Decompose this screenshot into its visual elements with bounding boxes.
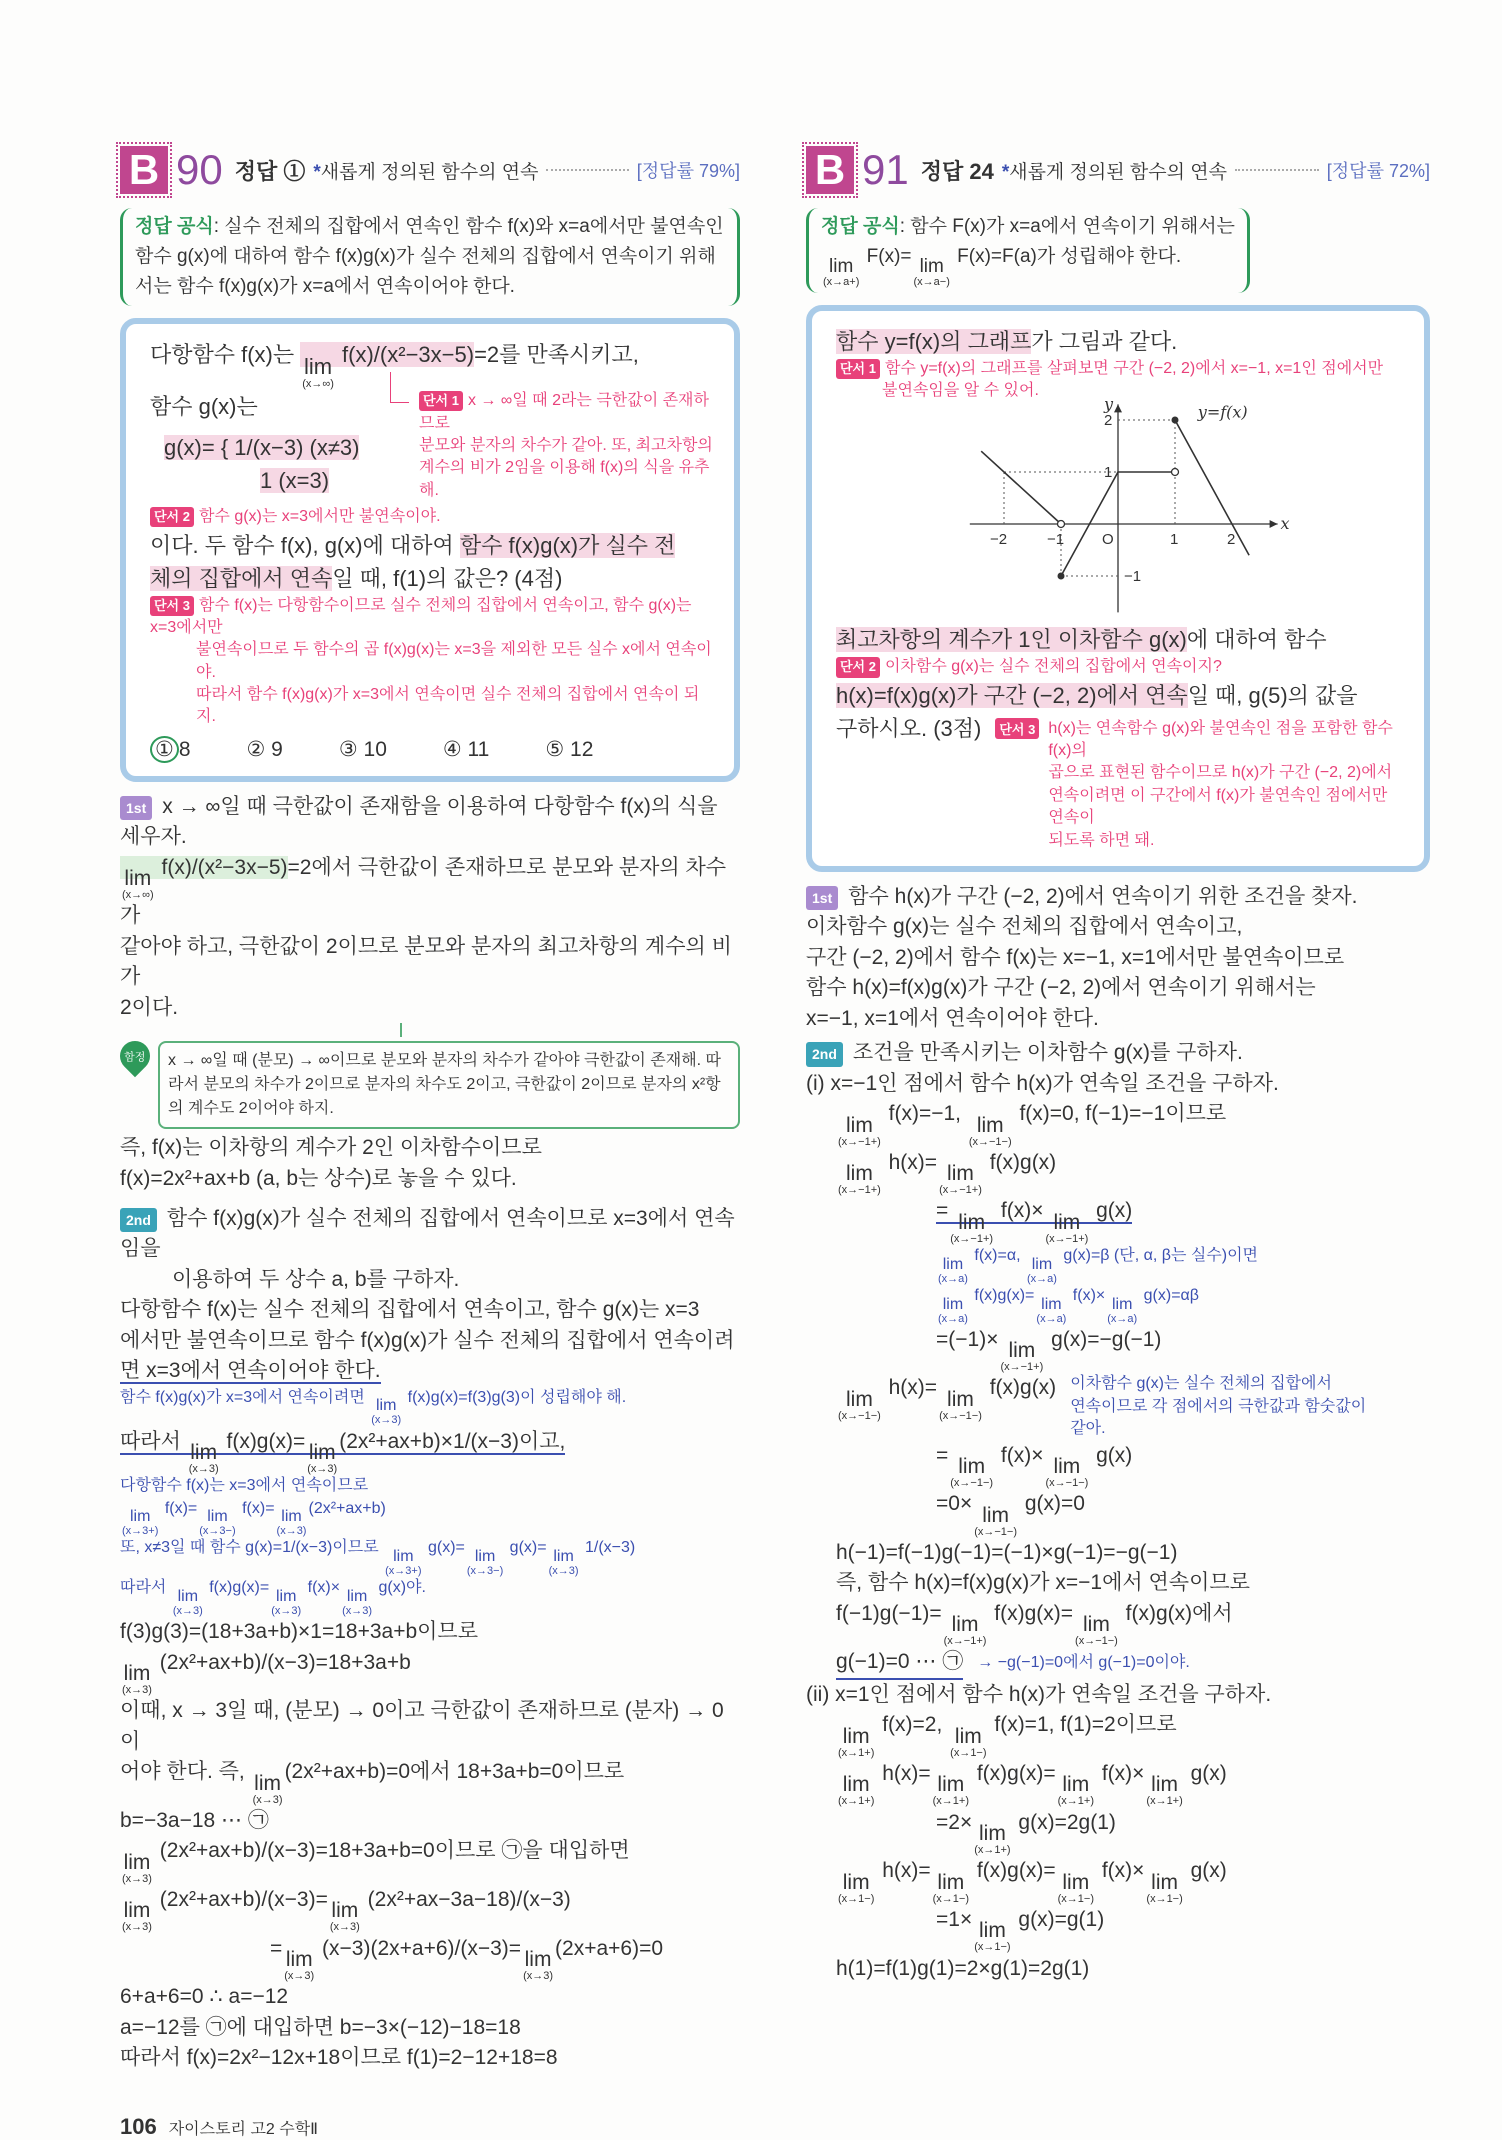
side-note: 또, x≠3일 때 함수 g(x)=1/(x−3)이므로 lim (x→3+) g(x)= lim (x→3−) g(x)= lim (x→3) 1/(x−3) — [120, 1539, 636, 1578]
choice-4[interactable]: ④ 11 — [442, 737, 490, 761]
piecewise-g — [150, 431, 380, 497]
limit-operator: lim (x→1−) — [974, 1919, 1011, 1954]
hint-tag: 단서 2 — [836, 657, 880, 677]
hint-3 — [1048, 718, 1404, 852]
step-1-badge: 1st — [120, 796, 152, 820]
limit-operator: lim (x→∞) — [122, 867, 154, 902]
problem-91-header — [806, 146, 1430, 194]
solution-line: =(−1)× lim (x→−1+) g(x)=−g(−1) — [936, 1327, 1162, 1374]
hint-1: 불연속임을 알 수 있어. — [882, 381, 1039, 399]
page-footer — [120, 2114, 740, 2140]
hint-connector — [390, 372, 409, 403]
problem-highlight: 함수 f(x)g(x)가 실수 전 — [459, 532, 676, 558]
solution-line: = lim (x→−1−) f(x)× lim (x→−1−) g(x) — [936, 1443, 1133, 1490]
solution-line: lim (x→−1+) h(x)= lim (x→−1+) f(x)g(x) — [838, 1150, 1057, 1197]
limit-operator: lim (x→3+) — [385, 1548, 422, 1578]
hint-1: 계수의 비가 2임을 이용해 f(x)의 식을 유추해. — [419, 459, 710, 499]
solution-row — [806, 1196, 1430, 1245]
limit-operator: lim (x→−1−) — [1045, 1455, 1089, 1490]
solution-line: h(1)=f(1)g(1)=2×g(1)=2g(1) — [836, 1956, 1090, 1980]
hint-3-row — [150, 595, 714, 640]
limit-operator: lim (x→3) — [172, 1588, 203, 1618]
limit-operator: lim (x→∞) — [302, 354, 334, 391]
limit-operator: lim (x→1+) — [838, 1773, 875, 1808]
formula-text: : 실수 전체의 집합에서 연속인 함수 f(x)와 x=a에서만 불연속인 함수 g(x)에 대하여 함수 f(x)g(x)가 실수 전체의 집합에서 연속이기 위해서는 함수 f(x)g(x)가 x=a에서 연속이어야 한다. — [135, 216, 724, 297]
limit-operator: lim (x→−1+) — [950, 1210, 994, 1245]
x-tick-label: 1 — [1170, 531, 1179, 549]
solution-line: =0× lim (x→−1−) g(x)=0 — [936, 1492, 1085, 1538]
solution-line: 구간 (−2, 2)에서 함수 f(x)는 x=−1, x=1에서만 불연속이므로 — [806, 945, 1345, 969]
limit-operator: lim (x→3) — [371, 1397, 402, 1427]
limit-operator: lim (x→3) — [271, 1588, 302, 1618]
solution-line: = lim (x→3) (x−3)(2x+a+6)/(x−3)= lim (x→3) (2x+a+6)=0 — [270, 1936, 664, 1983]
side-note: lim (x→a) f(x)g(x)= lim (x→a) f(x)× lim (x→a) g(x)=αβ — [938, 1286, 1199, 1325]
problem-text: 일 때, g(5)의 값을 — [1187, 682, 1358, 708]
limit-operator: lim (x→1−) — [950, 1724, 987, 1759]
star-icon: * — [313, 161, 321, 183]
limit-operator: lim (x→1+) — [1057, 1773, 1094, 1808]
step-2-title: 조건을 만족시키는 이차함수 g(x)를 구하자. — [852, 1041, 1243, 1065]
hint-tag: 단서 1 — [836, 359, 880, 379]
solution-line: b=−3a−18 ⋯ ㉠ — [120, 1808, 269, 1832]
limit-operator: lim (x→a) — [1107, 1295, 1138, 1325]
step-1-title-row — [120, 792, 740, 853]
trap-text: x → ∞일 때 (분모) → ∞이므로 분모와 분자의 차수가 같아야 극한값이 존재해. 따라서 분모의 차수가 2이므로 분자의 차수도 2이고, 극한값이 2이므로 분자의 x²항의 계수도 2이어야 하지. — [168, 1052, 722, 1118]
solution-line: 6+a+6=0 ∴ a=−12 — [120, 1985, 289, 2009]
limit-operator: lim (x→1−) — [1146, 1870, 1183, 1905]
left-column — [120, 146, 740, 2140]
topic — [1002, 157, 1227, 184]
step-2-badge: 2nd — [806, 1042, 843, 1066]
hint-3-block — [995, 712, 1404, 852]
g-definition-row — [150, 390, 714, 502]
problem-line-1 — [836, 325, 1404, 358]
page-number: 106 — [120, 2113, 157, 2139]
solution-row — [120, 853, 740, 932]
side-note-block — [1070, 1373, 1366, 1440]
hint-tag: 단서 2 — [150, 507, 194, 527]
graph-segment-1 — [981, 452, 1061, 525]
limit-operator: lim (x→−1−) — [939, 1388, 982, 1422]
choice-5[interactable]: ⑤ 12 — [545, 737, 594, 761]
correct-rate: [정답률 72%] — [1326, 161, 1430, 181]
limit-operator: lim (x→−1−) — [968, 1113, 1012, 1148]
solution-line: 이차함수 g(x)는 실수 전체의 집합에서 연속이고, — [806, 915, 1243, 939]
hint-3: 불연속이므로 두 함수의 곱 f(x)g(x)는 x=3을 제외한 모든 실수 x에서 연속이야. — [196, 641, 712, 681]
limit-operator: lim (x→1−) — [1057, 1870, 1094, 1905]
limit-operator: lim (x→3) — [342, 1588, 373, 1618]
solution-row — [120, 1356, 740, 1386]
step-2-title: 함수 f(x)g(x)가 실수 전체의 집합에서 연속이므로 x=3에서 연속임을 — [120, 1207, 735, 1261]
level-badge: B — [806, 146, 854, 194]
problem-text: 구하시오. (3점) — [836, 715, 982, 741]
limit-operator: lim (x→a) — [1026, 1255, 1057, 1285]
piecewise-g-case-2: 1 (x=3) — [260, 468, 330, 494]
trap-icon — [114, 1035, 156, 1077]
limit-operator: lim (x→1−) — [932, 1870, 970, 1905]
problem-line-2 — [836, 623, 1404, 656]
limit-operator: lim (x→−1−) — [1075, 1613, 1118, 1648]
x-tick-label: 2 — [1227, 531, 1236, 549]
choice-1-selected[interactable]: ① — [150, 736, 179, 763]
answer-formula-box — [120, 208, 740, 306]
answer-formula-box — [806, 208, 1250, 293]
x-tick-label: −2 — [990, 531, 1008, 549]
solution-line: a=−12를 ㉠에 대입하면 b=−3×(−12)−18=18 — [120, 2015, 521, 2039]
graph-segment-3 — [1175, 420, 1249, 555]
limit-operator: lim (x→1−) — [838, 1870, 875, 1905]
problem-line-1 — [150, 338, 714, 390]
solution-line: 다항함수 f(x)는 실수 전체의 집합에서 연속이고, 함수 g(x)는 x=3 — [120, 1298, 700, 1322]
choice-1[interactable] — [150, 737, 191, 762]
limit-expression: lim (x→∞) f(x)/(x²−3x−5) — [302, 342, 475, 391]
x-axis-label: x — [1280, 514, 1290, 534]
problem-number: 90 — [176, 146, 223, 193]
trap-note-box — [158, 1041, 740, 1129]
limit-operator: lim (x→a) — [938, 1255, 968, 1285]
solution-line: 즉, 함수 h(x)=f(x)g(x)가 x=−1에서 연속이므로 — [836, 1571, 1250, 1595]
limit-operator: lim (x→3) — [329, 1899, 360, 1934]
choice-1-value[interactable]: 8 — [178, 737, 191, 761]
limit-operator: lim (x→−1−) — [974, 1503, 1018, 1538]
solution-line: 어야 한다. 즉, lim (x→3) (2x²+ax+b)=0에서 18+3a+b=0이므로 — [120, 1760, 625, 1806]
y-tick-label: 2 — [1104, 412, 1113, 430]
problem-line-3 — [836, 679, 1404, 712]
y-axis-arrow-icon — [1114, 405, 1122, 413]
limit-operator: lim (x→a) — [938, 1295, 968, 1325]
solution-line: lim (x→−1+) f(x)=−1, lim (x→−1−) f(x)=0, f(−1)=−1이므로 — [838, 1102, 1227, 1148]
hint-3: 함수 f(x)는 다항함수이므로 실수 전체의 집합에서 연속이고, 함수 g(x)는 x=3에서만 — [150, 596, 692, 636]
side-note: lim (x→a) f(x)=α, lim (x→a) g(x)=β (단, α, β는 실수)이면 — [938, 1247, 1259, 1285]
solution-line: = lim (x→−1+) f(x)× lim (x→−1+) g(x) — [936, 1199, 1133, 1245]
case-heading: (ii) x=1인 점에서 함수 h(x)가 연속일 조건을 구하자. — [806, 1682, 1272, 1706]
choice-3[interactable]: ③ 10 — [338, 737, 387, 761]
limit-operator: lim (x→3) — [548, 1548, 579, 1578]
solution-line: lim (x→3) (2x²+ax+b)/(x−3)= lim (x→3) (2x²+ax−3a−18)/(x−3) — [122, 1887, 571, 1934]
solution-line: =2× lim (x→1+) g(x)=2g(1) — [936, 1810, 1116, 1857]
solution-line: lim (x→−1−) h(x)= lim (x→−1−) f(x)g(x) — [838, 1376, 1057, 1422]
problem-text: 다항함수 f(x)는 — [150, 342, 301, 367]
side-note: 이차함수 g(x)는 실수 전체의 집합에서 — [1070, 1375, 1332, 1393]
solution-line: f(−1)g(−1)= lim (x→−1+) f(x)g(x)= lim (x→−1−) f(x)g(x)에서 — [836, 1601, 1233, 1648]
curve-label: y=f(x) — [1197, 402, 1248, 422]
limit-operator: lim (x→3) — [284, 1948, 315, 1983]
function-graph — [966, 394, 1290, 617]
problem-text: 함수 g(x)는 — [150, 394, 258, 420]
step-1-title: x → ∞일 때 극한값이 존재함을 이용하여 다항함수 f(x)의 식을 세우자. — [120, 794, 718, 849]
limit-operator: lim (x→1+) — [974, 1822, 1011, 1857]
formula-text-2: lim (x→a+) F(x)= lim (x→a−) F(x)=F(a)가 성립해야 한다. — [823, 246, 1182, 289]
problem-highlight: 함수 y=f(x)의 그래프 — [836, 328, 1032, 354]
level-badge: B — [120, 146, 168, 194]
solution-line: lim (x→1+) f(x)=2, lim (x→1−) f(x)=1, f(1)=2이므로 — [838, 1713, 1177, 1759]
problem-text: 일 때, f(1)의 값은? (4점) — [332, 565, 563, 591]
hint-1 — [419, 390, 714, 502]
problem-highlight: 체의 집합에서 연속 — [150, 565, 333, 591]
solution-line: lim (x→3) (2x²+ax+b)/(x−3)=18+3a+b — [122, 1650, 411, 1697]
solution-with-note — [806, 1373, 1430, 1440]
dotted-leader — [546, 169, 628, 171]
step-1-badge: 1st — [806, 886, 838, 910]
formula-key: 정답 공식 — [821, 216, 900, 237]
formula-text-1: : 함수 F(x)가 x=a에서 연속이기 위해서는 — [899, 216, 1235, 237]
topic — [313, 157, 538, 184]
formula-line-1 — [821, 212, 1235, 242]
limit-operator: lim (x→−1+) — [1045, 1210, 1089, 1245]
hint-tag: 단서 3 — [150, 596, 194, 616]
limit-operator: lim (x→3+) — [122, 1508, 159, 1538]
hint-3: 곱으로 표현된 함수이므로 h(x)가 구간 (−2, 2)에서 — [1048, 764, 1393, 782]
x-tick-label: −1 — [1047, 531, 1065, 549]
solution-line: =1× lim (x→1−) g(x)=g(1) — [936, 1907, 1105, 1954]
limit-operator: lim (x→−1−) — [950, 1455, 994, 1490]
limit-operator: lim (x→a−) — [913, 256, 950, 289]
side-note-text: −g(−1)=0에서 g(−1)=0이야. — [997, 1654, 1190, 1672]
step-2-title: 이용하여 두 상수 a, b를 구하자. — [172, 1267, 460, 1291]
star-icon: * — [1001, 161, 1010, 183]
problem-line-4-row — [836, 712, 1404, 852]
limit-operator: lim (x→1+) — [838, 1724, 875, 1759]
solution-line: =2에서 극한값이 존재하므로 분모와 분자의 차수가 — [120, 855, 727, 928]
side-note: 같아. — [1070, 1420, 1106, 1438]
problem-highlight: h(x)=f(x)g(x)가 구간 (−2, 2)에서 연속 — [836, 682, 1188, 708]
topic-text: 새롭게 정의된 함수의 연속 — [320, 161, 539, 183]
step-2-title-row — [806, 1038, 1430, 1068]
step-2-title-row — [120, 1204, 740, 1265]
limit-operator: lim (x→3−) — [199, 1508, 236, 1538]
limit-operator: lim (x→3−) — [466, 1548, 504, 1578]
solution-line: lim (x→1+) h(x)= lim (x→1+) f(x)g(x)= lim (x→1+) f(x)× lim (x→1+) g(x) — [838, 1761, 1227, 1808]
problem-90-box — [120, 318, 740, 782]
limit-operator: lim (x→a) — [1036, 1295, 1067, 1325]
solution-with-note — [806, 1647, 1430, 1679]
hint-1-row — [419, 390, 714, 435]
solution-line: h(−1)=f(−1)g(−1)=(−1)×g(−1)=−g(−1) — [836, 1540, 1178, 1564]
hint-1: 함수 y=f(x)의 그래프를 살펴보면 구간 (−2, 2)에서 x=−1, x=1인 점에서만 — [884, 359, 1384, 377]
step-2-badge: 2nd — [120, 1208, 157, 1232]
limit-operator: lim (x→3) — [122, 1899, 152, 1934]
solution-line: 따라서 lim (x→3) f(x)g(x)= lim (x→3) (2x²+ax+b)×1/(x−3)이고, — [120, 1429, 566, 1476]
hint-2-row — [836, 656, 1404, 678]
hint-3: 따라서 함수 f(x)g(x)가 x=3에서 연속이면 실수 전체의 집합에서 연속이 되지. — [196, 686, 700, 726]
problem-90-header — [120, 146, 740, 194]
origin-label: O — [1102, 531, 1114, 549]
hint-1: 분모와 분자의 차수가 같아. 또, 최고차항의 — [419, 436, 713, 454]
problem-91-box — [806, 305, 1430, 873]
solution-line: lim (x→1−) h(x)= lim (x→1−) f(x)g(x)= lim (x→1−) f(x)× lim (x→1−) g(x) — [838, 1859, 1227, 1905]
limit-operator: lim (x→3) — [307, 1441, 338, 1476]
problem-line-3 — [150, 529, 714, 562]
hint-2: 함수 g(x)는 x=3에서만 불연속이야. — [198, 508, 441, 526]
limit-operator: lim (x→a+) — [823, 256, 860, 289]
step-1-title-row — [806, 882, 1430, 912]
open-point — [1172, 469, 1179, 476]
problem-text: 에 대하여 함수 — [1186, 627, 1327, 653]
problem-highlight: 최고차항의 계수가 1인 이차함수 g(x) — [836, 627, 1187, 653]
answer-label: 정답 ① — [234, 158, 306, 184]
limit-operator: lim (x→−1+) — [943, 1613, 987, 1648]
limit-operator: lim (x→1+) — [1146, 1773, 1183, 1808]
case-heading: (i) x=−1인 점에서 함수 h(x)가 연속일 조건을 구하자. — [806, 1071, 1279, 1095]
step-1-title: 함수 h(x)가 구간 (−2, 2)에서 연속이기 위한 조건을 찾자. — [848, 885, 1358, 909]
filled-point — [1058, 573, 1065, 580]
g-definition — [150, 390, 380, 497]
problem-number: 91 — [862, 146, 909, 193]
solution-line: 같아야 하고, 극한값이 2이므로 분모와 분자의 최고차항의 계수의 비가 — [120, 934, 732, 989]
solution-line: f(x)=2x²+ax+b (a, b는 상수)로 놓을 수 있다. — [120, 1166, 517, 1190]
limit-operator: lim (x→−1+) — [838, 1113, 881, 1148]
right-column — [806, 146, 1430, 1984]
book-title: 자이스토리 고2 수학Ⅱ — [168, 2120, 319, 2138]
trap-row — [120, 1041, 740, 1129]
formula-key: 정답 공식 — [135, 216, 214, 237]
solution-line: 이때, x → 3일 때, (분모) → 0이고 극한값이 존재하므로 (분자) → 0이 — [120, 1699, 724, 1753]
solution-line: 따라서 f(x)=2x²−12x+18이므로 f(1)=2−12+18=8 — [120, 2046, 558, 2070]
limit-operator: lim (x→3) — [122, 1850, 152, 1885]
side-note: 따라서 lim (x→3) f(x)g(x)= lim (x→3) f(x)× lim (x→3) g(x)야. — [120, 1579, 426, 1618]
filled-point — [1172, 417, 1179, 424]
topic-text: 새롭게 정의된 함수의 연속 — [1009, 161, 1227, 183]
side-note: lim (x→3+) f(x)= lim (x→3−) f(x)= lim (x→3) (2x²+ax+b) — [122, 1499, 386, 1538]
limit-operator: lim (x→1+) — [932, 1773, 970, 1808]
answer-label: 정답 24 — [920, 158, 994, 184]
piecewise-g-case-1: g(x)= { 1/(x−3) (x≠3) — [164, 435, 360, 461]
hint-tag: 단서 3 — [995, 718, 1039, 739]
hint-3: h(x)는 연속함수 g(x)와 불연속인 점을 포함한 함수 f(x)의 — [1048, 719, 1393, 760]
limit-operator: lim (x→−1+) — [1000, 1339, 1044, 1374]
hint-3: 되도록 하면 돼. — [1048, 831, 1155, 849]
side-note: → −g(−1)=0에서 g(−1)=0이야. — [977, 1654, 1190, 1672]
hint-3: 연속이려면 이 구간에서 f(x)가 불연속인 점에서만 연속이 — [1048, 786, 1388, 827]
solution-line: 면 x=3에서 연속이어야 한다. — [120, 1359, 381, 1383]
solution-line: 즉, f(x)는 이차항의 계수가 2인 이차함수이므로 — [120, 1136, 542, 1160]
problem-text: 이다. 두 함수 f(x), g(x)에 대하여 — [150, 532, 460, 558]
limit-operator: lim (x→3) — [122, 1662, 152, 1697]
limit-operator: lim (x→3) — [188, 1441, 219, 1476]
solution-line: f(3)g(3)=(18+3a+b)×1=18+3a+b이므로 — [120, 1620, 479, 1644]
x-axis-arrow-icon — [1270, 520, 1278, 528]
problem-line-4 — [150, 562, 714, 595]
limit-operator: lim (x→−1−) — [838, 1388, 881, 1422]
solution-line: 함수 h(x)=f(x)g(x)가 구간 (−2, 2)에서 연속이기 위해서는 — [806, 976, 1316, 1000]
solution-line: 에서만 불연속이므로 함수 f(x)g(x)가 실수 전체의 집합에서 연속이려 — [120, 1328, 735, 1352]
hint-1-row — [836, 358, 1404, 380]
side-note: 연속이므로 각 점에서의 극한값과 함숫값이 — [1070, 1397, 1367, 1415]
solution-line: 2이다. — [120, 995, 179, 1019]
trap-connector — [400, 1023, 402, 1037]
open-point — [1058, 521, 1065, 528]
problem-text: =2를 만족시키고, — [474, 342, 639, 367]
y-axis-label: y — [1104, 394, 1114, 414]
limit-operator: lim (x→3) — [276, 1508, 307, 1538]
solution-line: lim (x→3) (2x²+ax+b)/(x−3)=18+3a+b=0이므로 ㉠을 대입하면 — [122, 1839, 630, 1885]
limit-expression: lim (x→∞) f(x)/(x²−3x−5) — [122, 855, 288, 902]
y-tick-label: 1 — [1104, 464, 1113, 482]
dotted-leader — [1235, 169, 1319, 171]
y-tick-label: −1 — [1124, 568, 1142, 586]
limit-operator: lim (x→−1+) — [939, 1162, 982, 1197]
solution-line: g(−1)=0 ⋯ ㉠ — [836, 1647, 963, 1679]
limit-operator: lim (x→−1+) — [838, 1162, 881, 1197]
correct-rate: [정답률 79%] — [636, 161, 740, 181]
answer-choices — [150, 737, 714, 762]
hint-2: 이차함수 g(x)는 실수 전체의 집합에서 연속이지? — [884, 658, 1222, 676]
side-note: 다항함수 f(x)는 x=3에서 연속이므로 — [120, 1477, 369, 1495]
hint-1: x → ∞일 때 2라는 극한값이 존재하므로 — [419, 392, 709, 432]
hint-tag: 단서 1 — [419, 391, 463, 411]
limit-operator: lim (x→3) — [523, 1948, 554, 1983]
choice-2[interactable]: ② 9 — [246, 737, 283, 761]
side-note: 함수 f(x)g(x)가 x=3에서 연속이려면 lim (x→3) f(x)g(x)=f(3)g(3)이 성립해야 해. — [120, 1388, 627, 1427]
problem-text: 가 그림과 같다. — [1031, 328, 1178, 354]
solution-row — [120, 1427, 740, 1476]
hint-2-row — [150, 506, 714, 528]
trap-label: 함정 — [124, 1051, 146, 1064]
limit-operator: lim (x→3) — [252, 1771, 283, 1806]
solution-line: x=−1, x=1에서 연속이어야 한다. — [806, 1006, 1099, 1030]
